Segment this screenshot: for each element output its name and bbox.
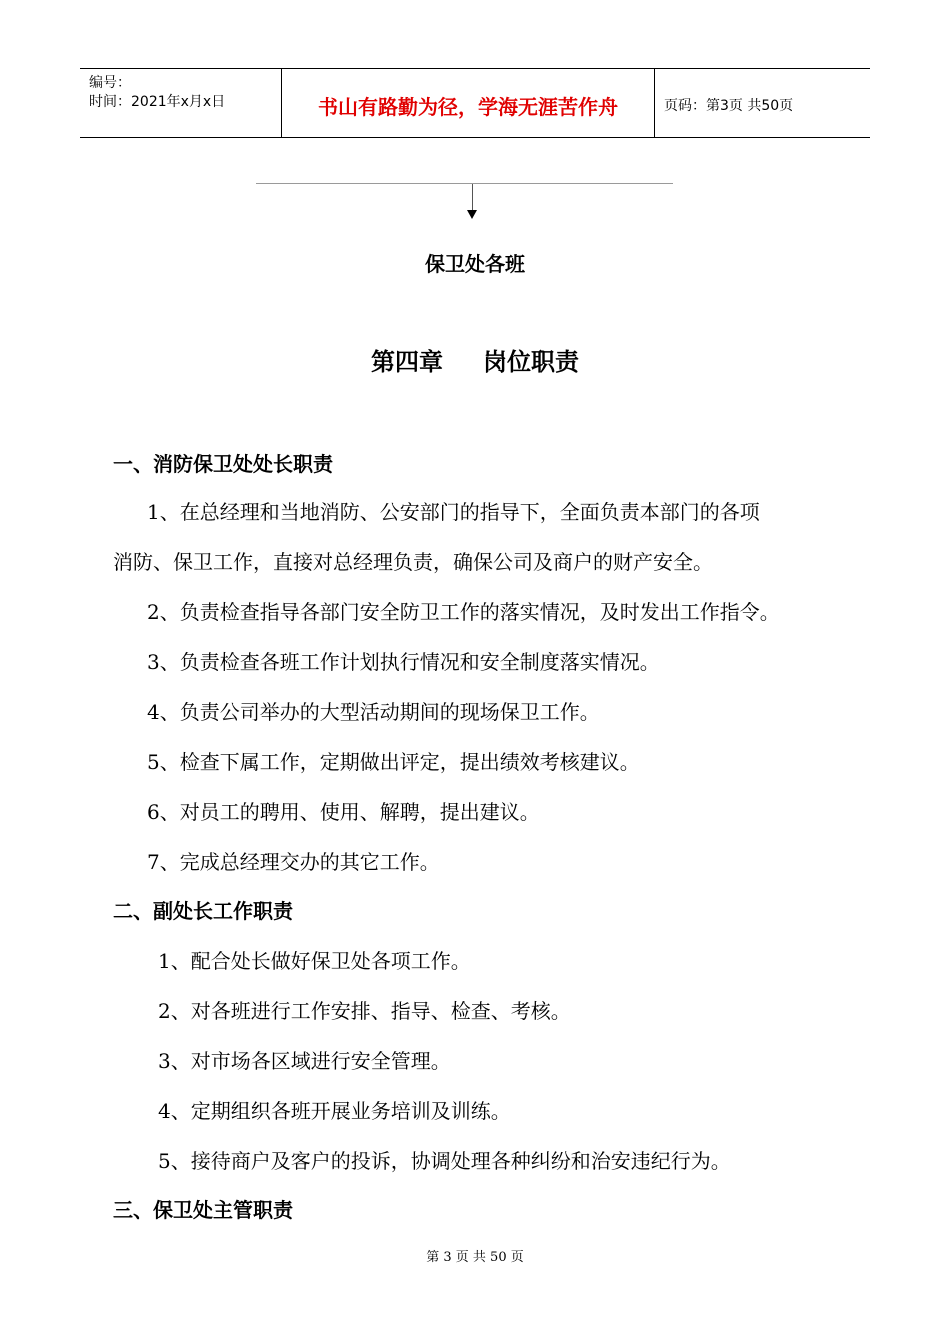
chapter-title: 岗位职责 <box>483 348 579 376</box>
paragraph-item: 7、完成总经理交办的其它工作。 <box>147 850 440 874</box>
section-heading-2: 二、副处长工作职责 <box>113 899 293 923</box>
paragraph-item: 消防、保卫工作，直接对总经理负责，确保公司及商户的财产安全。 <box>113 550 713 574</box>
paragraph-item: 4、负责公司举办的大型活动期间的现场保卫工作。 <box>147 700 600 724</box>
paragraph-item: 4、定期组织各班开展业务培训及训练。 <box>158 1099 511 1123</box>
section-heading-3: 三、保卫处主管职责 <box>113 1198 293 1222</box>
header-page-cell <box>654 69 870 137</box>
paragraph-item: 1、配合处长做好保卫处各项工作。 <box>158 949 471 973</box>
page-footer: 第 3 页 共 50 页 <box>426 1250 524 1265</box>
chapter-heading <box>0 342 950 377</box>
chapter-number: 第四章 <box>371 348 443 376</box>
header-page-label: 页码：第3页 共50页 <box>664 98 794 114</box>
page-header-table <box>80 68 870 138</box>
paragraph-item: 2、对各班进行工作安排、指导、检查、考核。 <box>158 999 571 1023</box>
paragraph-item: 6、对员工的聘用、使用、解聘，提出建议。 <box>147 800 540 824</box>
arrow-down-icon <box>467 210 477 219</box>
document-time-label: 时间：2021年x月x日 <box>89 94 226 110</box>
paragraph-item: 5、接待商户及客户的投诉，协调处理各种纠纷和治安违纪行为。 <box>158 1149 731 1173</box>
org-chart-connector-line <box>256 183 673 184</box>
paragraph-item: 1、在总经理和当地消防、公安部门的指导下，全面负责本部门的各项 <box>147 500 760 524</box>
section-heading-1: 一、消防保卫处处长职责 <box>113 452 333 476</box>
header-meta-cell <box>80 69 281 137</box>
paragraph-item: 3、对市场各区域进行安全管理。 <box>158 1049 451 1073</box>
header-motto: 书山有路勤为径，学海无涯苦作舟 <box>318 95 618 119</box>
paragraph-item: 5、检查下属工作，定期做出评定，提出绩效考核建议。 <box>147 750 640 774</box>
document-number-label: 编号： <box>89 75 131 91</box>
paragraph-item: 2、负责检查指导各部门安全防卫工作的落实情况，及时发出工作指令。 <box>147 600 780 624</box>
paragraph-item: 3、负责检查各班工作计划执行情况和安全制度落实情况。 <box>147 650 660 674</box>
org-chart-node-label: 保卫处各班 <box>425 252 525 276</box>
header-motto-cell <box>281 69 655 137</box>
org-chart-stem-line <box>472 184 473 210</box>
